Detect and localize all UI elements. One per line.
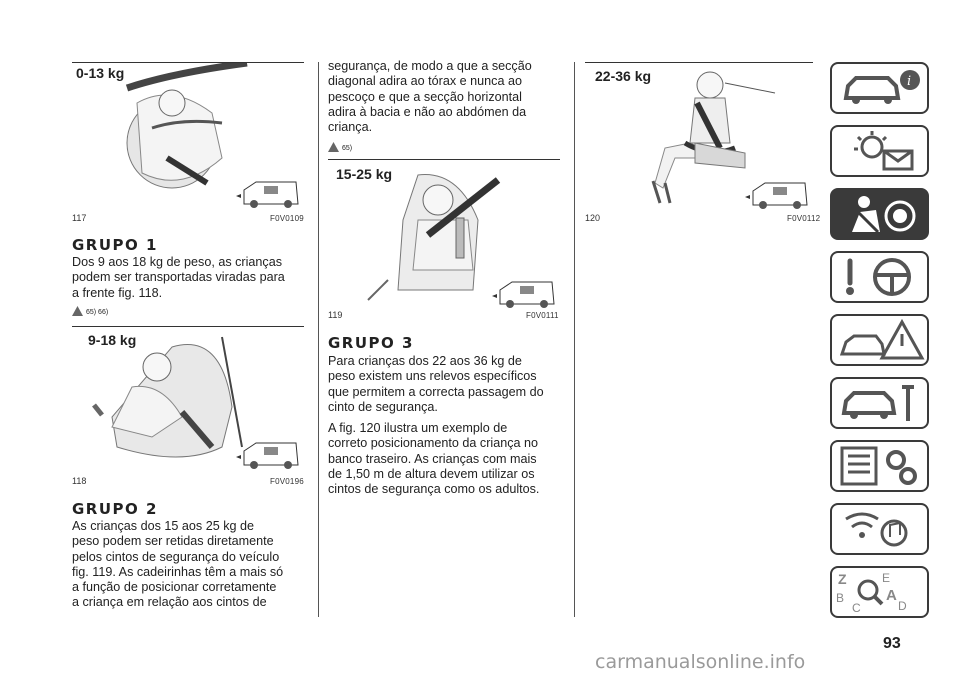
text-line: criança. xyxy=(328,120,373,135)
technical-data-icon xyxy=(832,442,927,490)
column-divider-2 xyxy=(574,62,575,617)
warning-refs: 65) 66) xyxy=(86,309,109,316)
figure-title: 22-36 kg xyxy=(595,68,652,84)
van-icon xyxy=(236,439,306,471)
text-line: Para crianças dos 22 aos 36 kg de xyxy=(328,354,522,368)
svg-text:D: D xyxy=(898,599,907,613)
text-line: peso podem ser retidas diretamente xyxy=(72,534,274,549)
text-line: a frente fig. 118. xyxy=(72,285,163,300)
chapter-tab-technical-data[interactable] xyxy=(830,440,929,492)
text-line: A fig. 120 ilustra um exemplo de xyxy=(328,421,508,435)
van-icon xyxy=(236,178,306,210)
text-line: diagonal adira ao tórax e nunca ao xyxy=(328,74,522,89)
chapter-tab-index[interactable] xyxy=(830,566,929,618)
text-line: que permitem a correcta passagem do xyxy=(328,384,544,399)
figure-number: 119 xyxy=(328,310,343,320)
grupo-3-paragraph-2 xyxy=(328,421,539,497)
warning-reference xyxy=(328,142,352,152)
figure-number: 120 xyxy=(585,213,601,223)
svg-text:E: E xyxy=(882,571,891,585)
text-line: adira à bacia e não ao abdómen da xyxy=(328,104,527,119)
text-line: de 1,50 m de altura devem utilizar os xyxy=(328,466,535,481)
svg-text:B: B xyxy=(836,591,845,605)
figure-number: 118 xyxy=(72,476,87,486)
warning-triangle-icon xyxy=(72,306,83,316)
figure-120 xyxy=(585,62,813,213)
text-line: Dos 9 aos 18 kg de peso, as crianças xyxy=(72,255,283,269)
airbag-seatbelt-icon xyxy=(832,190,927,238)
page-number: 93 xyxy=(883,635,901,652)
text-line: a função de posicionar corretamente xyxy=(72,580,277,595)
warning-triangle-icon xyxy=(328,142,339,152)
figure-number: 117 xyxy=(72,213,87,223)
figure-title: 15-25 kg xyxy=(336,166,393,182)
footer-watermark: carmanualsonline.info xyxy=(595,651,806,673)
van-icon xyxy=(745,179,815,211)
warning-reference xyxy=(72,306,108,316)
chapter-tab-driving[interactable] xyxy=(830,251,929,303)
text-line: correto posicionamento da criança no xyxy=(328,436,539,451)
text-line: banco traseiro. As crianças com mais xyxy=(328,451,537,466)
figure-117 xyxy=(72,62,304,213)
steering-wheel-icon xyxy=(832,253,927,301)
car-info-icon xyxy=(832,64,927,112)
text-line: segurança, de modo a que a secção xyxy=(328,59,532,73)
svg-text:C: C xyxy=(852,601,861,615)
text-line: pescoço e que a secção horizontal xyxy=(328,89,522,104)
column-divider-1 xyxy=(318,62,319,617)
text-line: a criança em relação aos cintos de xyxy=(72,595,267,610)
text-line: cinto de segurança. xyxy=(328,399,438,414)
index-icon xyxy=(832,568,927,616)
van-icon xyxy=(492,278,562,310)
chapter-tab-warning-lights[interactable] xyxy=(830,125,929,177)
chapter-tab-safety[interactable] xyxy=(830,188,929,240)
warning-lights-icon xyxy=(832,127,927,175)
section-heading-grupo-3: GRUPO 3 xyxy=(328,334,414,352)
chapter-tab-emergency[interactable] xyxy=(830,314,929,366)
text-line: As crianças dos 15 aos 25 kg de xyxy=(72,519,255,533)
warning-refs: 65) xyxy=(342,145,353,152)
text-line: cintos de segurança como os adultos. xyxy=(328,482,540,497)
figure-code: F0V0109 xyxy=(270,214,304,223)
grupo-2-paragraph xyxy=(72,519,283,611)
text-line: podem ser transportadas viradas para xyxy=(72,270,285,285)
chapter-tab-multimedia[interactable] xyxy=(830,503,929,555)
text-line: fig. 119. As cadeirinhas têm a mais só xyxy=(72,564,284,579)
figure-title: 0-13 kg xyxy=(76,65,125,81)
grupo-3-paragraph-1 xyxy=(328,354,544,415)
chapter-tab-maintenance[interactable] xyxy=(830,377,929,429)
grupo-2-continued-paragraph xyxy=(328,59,532,135)
figure-119 xyxy=(328,159,560,308)
section-heading-grupo-2: GRUPO 2 xyxy=(72,500,158,518)
figure-code: F0V0196 xyxy=(270,477,304,486)
chapter-tab-car-info[interactable] xyxy=(830,62,929,114)
figure-title: 9-18 kg xyxy=(88,332,137,348)
emergency-icon xyxy=(832,316,927,364)
section-heading-grupo-1: GRUPO 1 xyxy=(72,236,158,254)
svg-text:A: A xyxy=(886,587,897,604)
grupo-1-paragraph xyxy=(72,255,285,301)
figure-code: F0V0112 xyxy=(787,214,821,223)
figure-code: F0V0111 xyxy=(526,311,559,320)
maintenance-icon xyxy=(832,379,927,427)
figure-118 xyxy=(72,326,304,475)
text-line: pelos cintos de segurança do veículo xyxy=(72,549,280,564)
svg-text:i: i xyxy=(907,74,912,89)
svg-text:Z: Z xyxy=(838,571,847,587)
text-line: peso existem uns relevos específicos xyxy=(328,369,537,384)
multimedia-icon xyxy=(832,505,927,553)
